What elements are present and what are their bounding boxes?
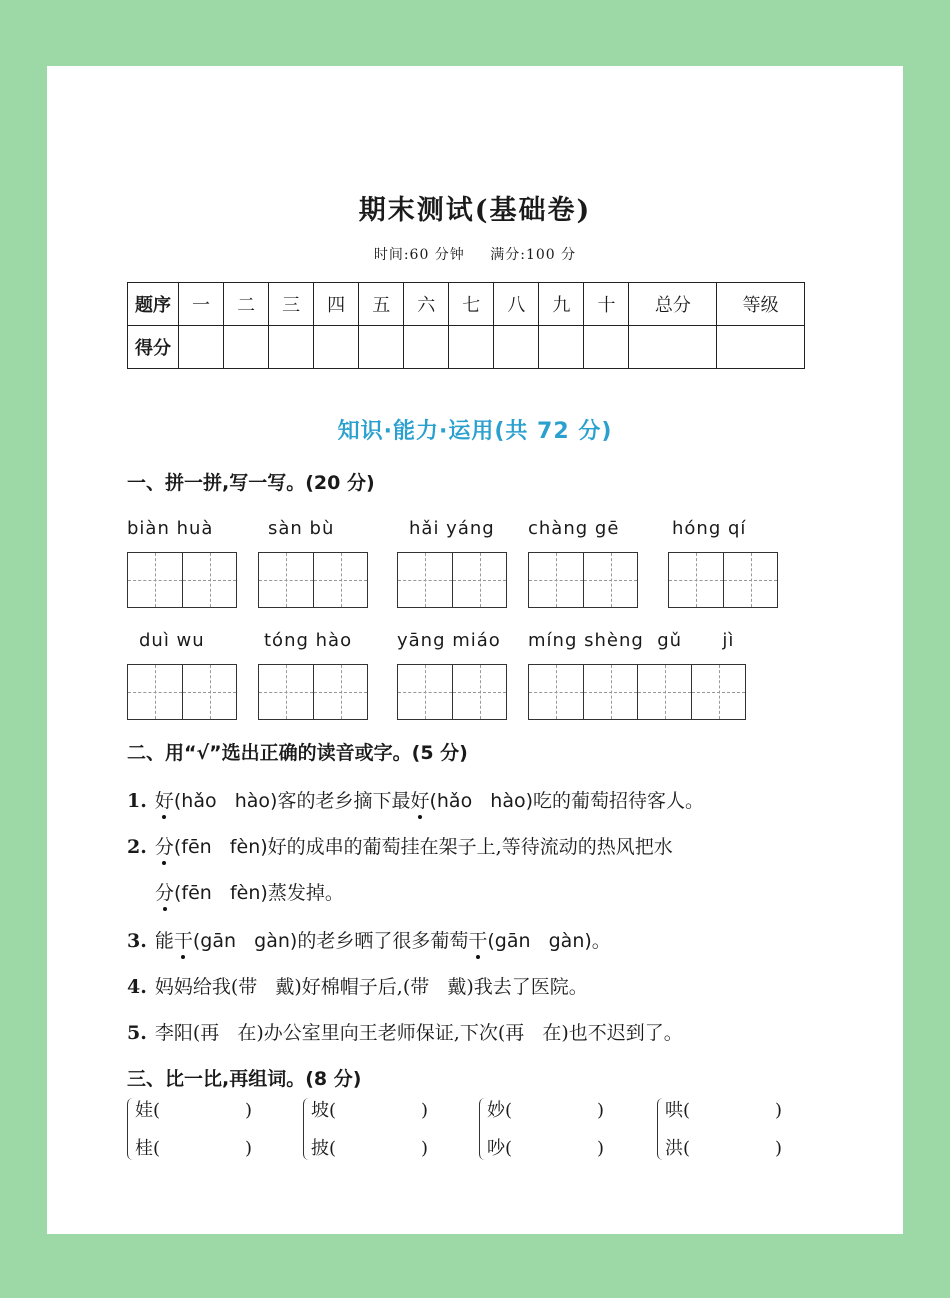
dotted-char: 干 <box>173 930 193 952</box>
score-cell[interactable] <box>224 326 269 369</box>
writing-grid[interactable] <box>397 552 507 608</box>
brace-icon <box>657 1098 664 1160</box>
score-cell[interactable] <box>404 326 449 369</box>
page-title: 期末测试(基础卷) <box>358 195 592 226</box>
score-table-row2-label: 得分 <box>128 326 179 369</box>
pinyin-label: hóng qí <box>672 518 747 539</box>
q1-item <box>258 630 368 720</box>
score-cell[interactable] <box>494 326 539 369</box>
choice-pinyin[interactable]: (gān gàn) <box>192 930 298 952</box>
sentence-text: 。 <box>591 930 611 952</box>
writing-grid[interactable] <box>397 664 507 720</box>
score-cell[interactable] <box>584 326 629 369</box>
pinyin-label: tóng hào <box>264 630 353 651</box>
brace-icon <box>479 1098 486 1160</box>
q1-item <box>127 630 237 720</box>
q1-item <box>127 518 237 608</box>
score-col: 八 <box>494 283 539 326</box>
dotted-char: 好 <box>410 790 430 812</box>
time-limit: 时间:60 分钟 <box>373 247 465 263</box>
section-banner: 知识·能力·运用(共 72 分) <box>337 419 613 444</box>
compare-word[interactable]: 桂( ) <box>135 1138 253 1159</box>
pinyin-label: biàn huà <box>127 518 214 539</box>
compare-word[interactable]: 洪( ) <box>665 1138 783 1159</box>
choice-pinyin[interactable]: (gān gàn) <box>487 930 592 952</box>
line-number: 3. <box>127 930 147 952</box>
compare-pair <box>657 1096 783 1172</box>
compare-pair <box>303 1096 429 1172</box>
score-col: 五 <box>359 283 404 326</box>
q1-item <box>528 518 638 608</box>
q1-item <box>397 630 507 720</box>
score-col: 总分 <box>629 283 717 326</box>
sentence-text: 的老乡晒了很多葡萄 <box>297 930 469 952</box>
score-col: 四 <box>314 283 359 326</box>
pinyin-label: yāng miáo <box>397 630 501 651</box>
line-number: 5. <box>127 1022 147 1044</box>
line-number: 2. <box>127 836 147 858</box>
writing-grid[interactable] <box>258 664 368 720</box>
writing-grid[interactable] <box>127 664 237 720</box>
sentence-text[interactable]: 李阳(再 在)办公室里向王老师保证,下次(再 在)也不迟到了。 <box>154 1022 683 1044</box>
score-col: 二 <box>224 283 269 326</box>
score-col: 七 <box>449 283 494 326</box>
score-table-score-row <box>128 326 805 369</box>
writing-grid[interactable] <box>668 552 778 608</box>
q1-heading: 一、拼一拼,写一写。(20 分) <box>127 472 375 494</box>
score-table <box>127 282 805 369</box>
dotted-char: 干 <box>468 930 488 952</box>
score-cell[interactable] <box>449 326 494 369</box>
line-number: 4. <box>127 976 147 998</box>
writing-grid[interactable] <box>127 552 237 608</box>
compare-pair <box>479 1096 605 1172</box>
compare-word[interactable]: 坡( ) <box>311 1100 429 1121</box>
q2-line-2-cont <box>155 878 344 905</box>
choice-pinyin[interactable]: (fēn fèn) <box>174 882 268 904</box>
score-cell[interactable] <box>179 326 224 369</box>
score-col: 等级 <box>717 283 805 326</box>
full-score: 满分:100 分 <box>490 247 577 263</box>
compare-word[interactable]: 妙( ) <box>487 1100 605 1121</box>
score-cell[interactable] <box>269 326 314 369</box>
brace-icon <box>303 1098 310 1160</box>
score-cell[interactable] <box>629 326 717 369</box>
sentence-text: 能 <box>154 930 174 952</box>
score-table-header-row <box>128 283 805 326</box>
q2-line-1 <box>127 786 704 813</box>
score-cell[interactable] <box>539 326 584 369</box>
compare-pair <box>127 1096 253 1172</box>
sentence-text[interactable]: 妈妈给我(带 戴)好棉帽子后,(带 戴)我去了医院。 <box>154 976 588 998</box>
pinyin-label: hǎi yáng <box>409 518 495 539</box>
writing-grid[interactable] <box>528 552 638 608</box>
q2-line-5 <box>127 1018 683 1045</box>
writing-grid[interactable] <box>258 552 368 608</box>
score-cell[interactable] <box>717 326 805 369</box>
q1-item <box>258 518 368 608</box>
exam-meta <box>47 244 903 264</box>
line-number: 1. <box>127 790 147 812</box>
score-table-row1-label: 题序 <box>128 283 179 326</box>
score-cell[interactable] <box>359 326 404 369</box>
dotted-char: 好 <box>154 790 174 812</box>
choice-pinyin[interactable]: (hǎo hào) <box>429 790 534 812</box>
score-col: 一 <box>179 283 224 326</box>
q2-line-3 <box>127 926 611 953</box>
score-col: 十 <box>584 283 629 326</box>
pinyin-label: míng shèng gǔ jì <box>528 630 735 651</box>
pinyin-label: duì wu <box>139 630 205 651</box>
q1-item <box>528 630 746 720</box>
dotted-char: 分 <box>155 882 175 904</box>
compare-word[interactable]: 吵( ) <box>487 1138 605 1159</box>
sentence-text: 吃的葡萄招待客人。 <box>533 790 705 812</box>
writing-grid[interactable] <box>528 664 746 720</box>
choice-pinyin[interactable]: (fēn fèn) <box>173 836 268 858</box>
q2-heading: 二、用“√”选出正确的读音或字。(5 分) <box>127 742 468 764</box>
q1-item <box>397 518 507 608</box>
q2-line-2 <box>127 832 673 859</box>
q2-line-4 <box>127 972 588 999</box>
q1-item <box>668 518 778 608</box>
pinyin-label: sàn bù <box>268 518 335 539</box>
pinyin-label: chàng gē <box>528 518 620 539</box>
score-col: 三 <box>269 283 314 326</box>
choice-pinyin[interactable]: (hǎo hào) <box>173 790 278 812</box>
exam-paper <box>47 66 903 1234</box>
score-col: 六 <box>404 283 449 326</box>
dotted-char: 分 <box>154 836 174 858</box>
q3-heading: 三、比一比,再组词。(8 分) <box>127 1068 362 1090</box>
compare-word[interactable]: 披( ) <box>311 1138 429 1159</box>
score-cell[interactable] <box>314 326 359 369</box>
sentence-text: 蒸发掉。 <box>267 882 344 904</box>
compare-word[interactable]: 娃( ) <box>135 1100 253 1121</box>
sentence-text: 客的老乡摘下最 <box>277 790 411 812</box>
compare-word[interactable]: 哄( ) <box>665 1100 783 1121</box>
sentence-text: 好的成串的葡萄挂在架子上,等待流动的热风把水 <box>267 836 673 858</box>
score-col: 九 <box>539 283 584 326</box>
brace-icon <box>127 1098 134 1160</box>
